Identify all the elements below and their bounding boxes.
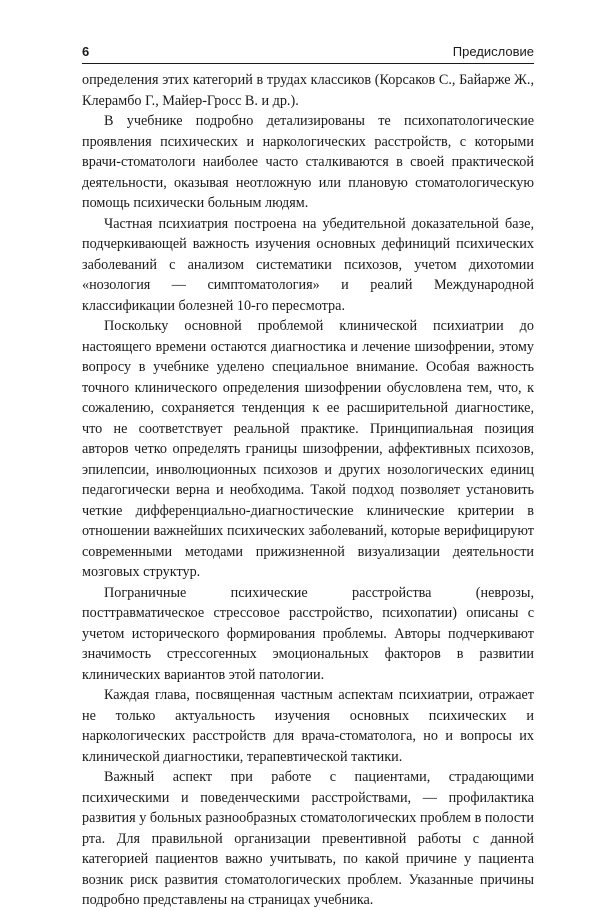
paragraph: В учебнике подробно детализированы те психопатологические проявления психических и наркологических расстройств, с которыми врачи-стоматологи наиболее часто сталкиваются в своей практической деятельности, оказывая неотложную или плановую стоматологическую помощь психически больным людям. bbox=[82, 113, 534, 211]
book-page bbox=[82, 44, 534, 911]
running-header bbox=[82, 44, 534, 64]
paragraph: Поскольку основной проблемой клинической психиатрии до настоящего времени остаются диагностика и лечение шизофрении, этому вопросу в учебнике уделено специальное внимание. Особая важность точного клинического определения шизофрении обусловлена тем, что, к сожалению, сохраняется тенденция к ее расширительной диагностике, что не соответствует реальной практике. Принципиальная позиция авторов четко определять границы шизофрении, аффективных психозов, эпилепсии, инволюционных психозов и других нозологических единиц педагогически верна и необходима. Такой подход позволяет установить четкие дифференциально-диагностические клинические критерии в отношении важнейших психических заболеваний, которые верифицируют современными методами прижизненной визуализации деятельности мозговых структур. bbox=[82, 318, 534, 580]
paragraph: Частная психиатрия построена на убедительной доказательной базе, подчеркивающей важность изучения основных дефиниций психических заболеваний с анализом систематики психозов, учетом дихотомии «нозология — симптоматология» и реалий Международной классификации болезней 10-го пересмотра. bbox=[82, 215, 534, 314]
paragraph: Важный аспект при работе с пациентами, страдающими психическими и поведенческими расстройствами, — профилактика развития у больных разнообразных стоматологических проблем в полости рта. Для правильной организации превентивной работы с данной категорией пациентов важно учитывать, по какой причине у пациента возник риск развития стоматологических проблем. Указанные причины подробно представлены на страницах учебника. bbox=[82, 769, 534, 908]
section-title: Предисловие bbox=[452, 44, 534, 59]
paragraph: Пограничные психические расстройства (неврозы, посттравматическое стрессовое расстройство, психопатии) описаны с учетом исторического формирования проблемы. Авторы подчеркивают значимость стрессогенных эмоциональных факторов в развитии клинических вариантов этой патологии. bbox=[82, 584, 534, 683]
paragraph-continuation: определения этих категорий в трудах классиков (Корсаков С., Байарже Ж., Клерамбо Г., Майер-Гросс В. и др.). bbox=[82, 72, 534, 109]
page-number: 6 bbox=[82, 44, 90, 59]
paragraph: Каждая глава, посвященная частным аспектам психиатрии, отражает не только актуальность изучения основных психических и наркологических расстройств для врача-стоматолога, но и вопросы их клинической диагностики, терапевтической тактики. bbox=[82, 687, 534, 765]
body-text bbox=[82, 70, 534, 911]
